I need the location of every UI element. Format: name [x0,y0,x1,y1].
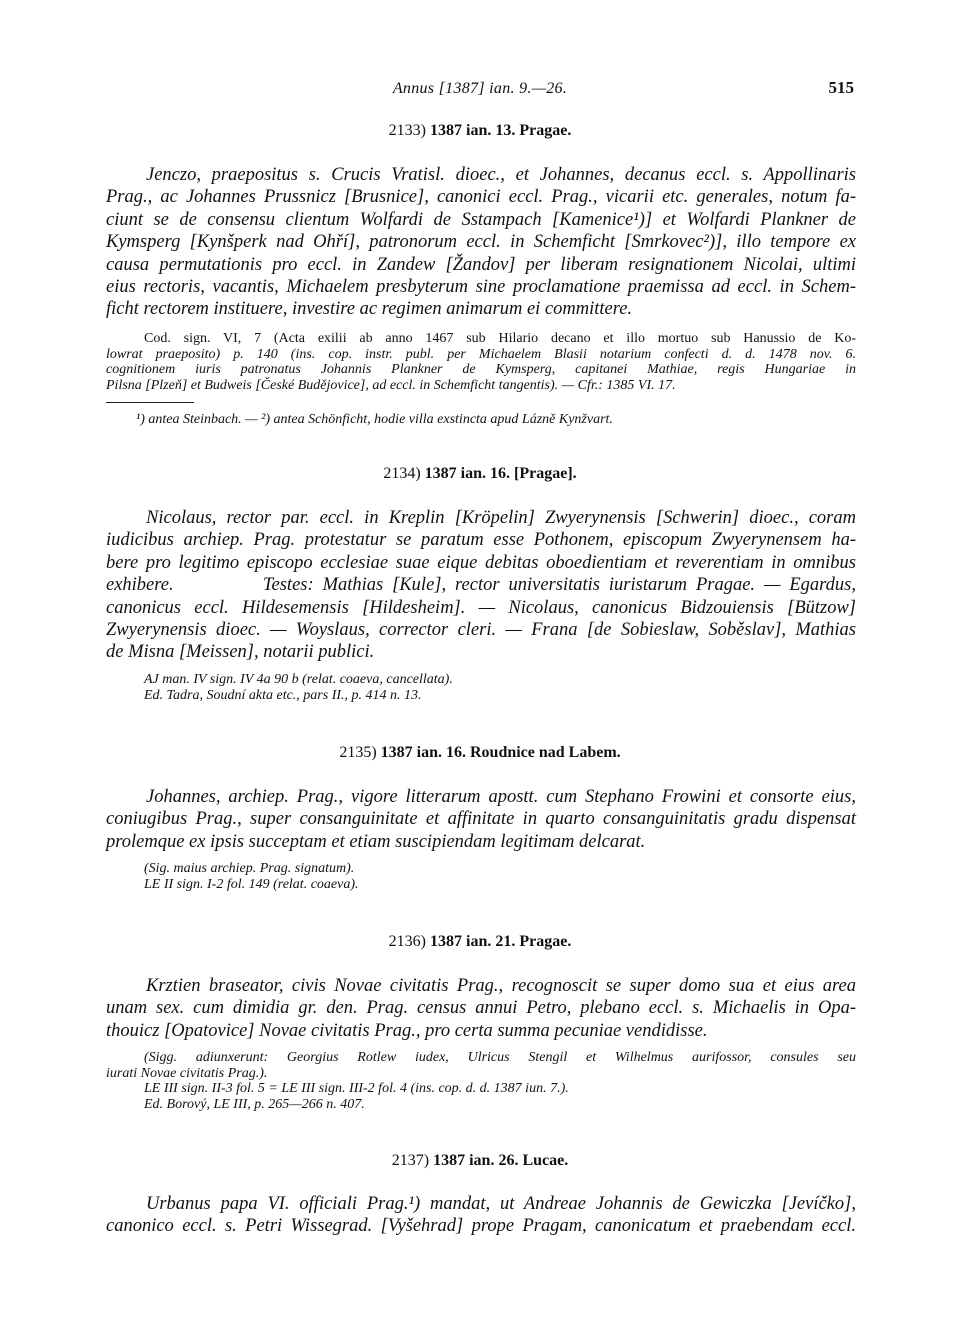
body-line: Prag., ac Johannes Prussnicz [Brusnice], canonici eccl. Prag., vicarii etc. generales, notum fa- [106,187,856,208]
note-line: Cod. sign. VI, 7 (Acta exilii ab anno 1467 sub Hilario decano et illo mortuo sub Hanussio de Ko- [144,331,856,346]
body-line: Jenczo, praepositus s. Crucis Vratisl. dioec., et Johannes, decanus eccl. s. Appollinaris [146,165,856,185]
entry-date-place: 1387 ian. 16. Roudnice nad Labem. [380,744,621,761]
entry-number: 2136) [388,933,426,950]
running-title: Annus [1387] ian. 9.—26. [392,80,568,97]
entry-number: 2135) [339,744,377,761]
body-line: ciunt se de consensu clientum Wolfardi de Sstampach [Kamenice¹)] et Wolfardi Plankner de [106,209,856,230]
body-line: Johannes, archiep. Prag., vigore litterarum apostt. cum Stephano Frowini et consorte eius, [146,787,856,807]
footnote-divider [106,402,194,403]
body-line: coniugibus Prag., super consanguinitate et affinitate in quarto consanguinitatis gradu dispensat [106,809,856,830]
note-line: (Sigg. adiunxerunt: Georgius Rotlew iudex, Ulricus Stengil et Wilhelmus aurifossor, consules seu [144,1050,856,1065]
note-line: Pilsna [Plzeň] et Budweis [České Budějovice], ad eccl. in Schemficht tangentis). — Cfr.: 1385 VI. 17. [106,377,676,393]
entry-body-2133 [106,164,856,321]
body-line: Zwyerynensis dioec. — Woyslaus, corrector cleri. — Frana [de Sobieslaw, Soběslav], Mathias [106,620,856,641]
note-line: AJ man. IV sign. IV 4a 90 b (relat. coaeva, cancellata). [144,672,453,687]
note-line: cognitionem iuris patronatus Johannis Plankner de Kymsperg, capitanei Mathiae, regis Hungariae in [106,362,856,377]
entry-notes-2133 [106,331,856,393]
note-line: LE III sign. II-3 fol. 5 = LE III sign. III-2 fol. 4 (ins. cop. d. d. 1387 iun. 7.). [144,1081,569,1096]
body-line: de Misna [Meissen], notarii publici. [106,642,375,663]
note-line: (Sig. maius archiep. Prag. signatum). [144,861,355,876]
body-line: canonico eccl. s. Petri Wissegrad. [Vyšehrad] prope Pragam, canonicatum et praebendam eccl. [106,1216,856,1237]
entry-body-2135 [106,786,856,853]
entry-title-2135 [0,744,960,762]
body-line: Nicolaus, rector par. eccl. in Kreplin [Kröpelin] Zwyerynensis [Schwerin] dioec., coram [146,508,856,528]
body-line: unam sex. cum dimidia gr. den. Prag. census annui Petro, plebano eccl. s. Michaelis in Opa- [106,998,856,1019]
entry-body-2134 [106,507,856,664]
body-line: causa permutationis pro eccl. in Zandew [Žandov] per liberam resignationem Nicolai, ultimi [106,254,856,275]
body-line: prolemque ex ipsis succeptam et etiam suscipiendam legitimam delcarat. [106,831,646,852]
body-line: bere pro legitimo episcopo ecclesiae suae eique debitas oboedientiam et reverentiam in omnibus [106,552,856,573]
body-line: exhibere. Testes: Mathias [Kule], rector universitatis iuristarum Pragae. — Egardus, [106,575,856,596]
entry-number: 2133) [388,122,426,139]
entry-number: 2137) [391,1152,430,1169]
entry-title-2134 [0,465,960,483]
note-line: iurati Novae civitatis Prag.). [106,1065,268,1081]
note-line: Ed. Tadra, Soudní akta etc., pars II., p. 414 n. 13. [144,687,422,703]
body-line: Urbanus papa VI. officiali Prag.¹) mandat, ut Andreae Johannis de Gewiczka [Jevíčko], [146,1194,856,1214]
body-line: thouicz [Opatovice] Novae civitatis Prag., pro certa summa pecuniae vendidisse. [106,1020,708,1041]
entry-title-2137 [0,1152,960,1170]
entry-title-2136 [0,933,960,951]
entry-notes-2135 [106,861,856,892]
entry-notes-2136 [106,1050,856,1112]
note-line: Ed. Borový, LE III, p. 265—266 n. 407. [144,1096,365,1112]
entry-body-2137 [106,1193,856,1238]
entry-body-2136 [106,975,856,1042]
note-line: lowrat praeposito) p. 140 (ins. cop. instr. publ. per Michaelem Blasii notarium confecti d. d. 1478 nov. 6. [106,346,856,362]
note-line: LE II sign. I-2 fol. 149 (relat. coaeva). [144,876,359,892]
body-line: Kymsperg [Kynšperk nad Ohří], patronorum eccl. in Schemficht [Smrkovec²)], illo tempore ex [106,232,856,253]
entry-date-place: 1387 ian. 21. Pragae. [430,933,572,950]
page-number: 515 [828,78,854,97]
body-line: ficht rectorem instituere, investire ac regimen animarum ei committere. [106,299,633,320]
entry-notes-2134 [106,672,856,703]
entry-number: 2134) [383,465,421,482]
entry-title-2133 [0,122,960,140]
entry-date-place: 1387 ian. 13. Pragae. [430,122,572,139]
entry-date-place: 1387 ian. 26. Lucae. [433,1152,569,1169]
body-line: canonicus eccl. Hildesemensis [Hildesheim]. — Nicolaus, canonicus Bidzouiensis [Bützow] [106,597,856,618]
footnote: ¹) antea Steinbach. — ²) antea Schönficht, hodie villa exstincta apud Lázně Kynžvart. [136,412,613,427]
body-line: Krztien braseator, civis Novae civitatis Prag., recognoscit se super domo sua et eius area [146,976,856,996]
body-line: iudicibus archiep. Prag. protestatur se paratum esse Pothonem, episcopum Zwyerynensem ha- [106,530,856,551]
entry-date-place: 1387 ian. 16. [Pragae]. [424,465,577,482]
body-line: eius rectoris, vacantis, Michaelem presbyterum sine proclamatione praemissa ad eccl. in Schem- [106,277,856,298]
